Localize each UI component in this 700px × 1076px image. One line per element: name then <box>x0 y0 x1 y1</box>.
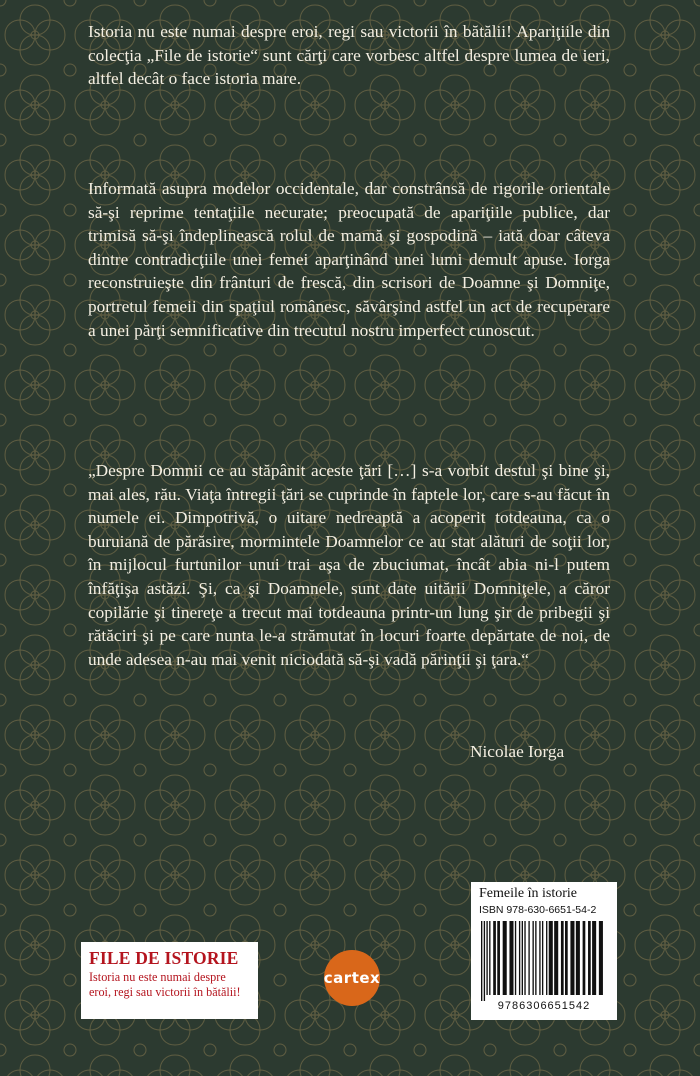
barcode-bar <box>497 921 500 995</box>
series-label-box <box>81 942 258 1019</box>
barcode-bar <box>528 921 529 995</box>
intro-paragraph: Istoria nu este numai despre eroi, regi sau victorii în bătălii! Apariţiile din colecţia „File de istorie“ sunt cărţi care vorbesc altfel despre lumea de ieri, altfel decât o face istoria mare. <box>88 22 610 89</box>
barcode-box <box>471 882 617 1020</box>
barcode-guard-bar <box>481 921 482 1001</box>
quote-paragraph: „Despre Domnii ce au stăpânit aceste ţări […] s-a vorbit destul şi bine şi, mai ales, rău. Viaţa întregii ţări se cuprinde în faptele lor, care s-au făcut în numele ei. Dimpotrivă, o uitare nedreaptă a acoperit totdeauna, ca o buruiană de părăsire, mormintele Doamnelor ce au stat alături de soţii lor, în mijlocul furtunilor unui trai aşa de zbuciumat, încât abia ni-l putem înfăţişa astăzi. Şi, ca şi Doamnele, sunt date uitării Domniţele, a căror copilărie şi tinereţe a trecut mai totdeauna printr-un lung şir de pribegii şi rătăciri şi pe care nunta le-a strămutat în locuri foarte depărtate de noi, de unde adesea n-au mai venit niciodată să-şi vadă părinţii şi ţara.“ <box>88 461 610 669</box>
barcode-bar <box>592 921 596 995</box>
barcode-bar <box>503 921 507 995</box>
barcode-bar <box>599 921 603 995</box>
series-subtitle: Istoria nu este numai despre eroi, regi sau victorii în bătălii! <box>89 970 241 999</box>
barcode-bar <box>549 921 553 995</box>
barcode-guard-bar <box>484 921 485 1001</box>
barcode-bar <box>515 921 516 995</box>
barcode-digits: 9786306651542 <box>497 1000 591 1012</box>
barcode-bar <box>570 921 574 995</box>
barcode-bar <box>583 921 586 995</box>
barcode-bar <box>561 921 564 995</box>
barcode-bar <box>522 921 523 995</box>
barcode-bar <box>486 921 487 995</box>
barcode-bar <box>565 921 568 995</box>
publisher-logo-text: cartex <box>323 969 381 987</box>
barcode-bar <box>539 921 540 995</box>
quote-author: Nicolae Iorga <box>470 742 565 761</box>
barcode-book-title: Femeile în istorie <box>479 886 577 901</box>
publisher-logo <box>324 950 380 1006</box>
barcode-bar <box>489 921 490 995</box>
barcode-bar <box>532 921 533 995</box>
barcode-bar <box>542 921 543 995</box>
barcode-bar <box>554 921 558 995</box>
description-paragraph: Informată asupra modelor occidentale, dar constrânsă de rigorile orientale să-şi reprime tentaţiile necurate; preocupată de apariţiile publice, dar trimisă să-şi îndeplinească rolul de mamă şi gospodină – iată doar câteva dintre contradicţiile unei femei aparţinând unei lumi demult apuse. Iorga reconstruieşte din frânturi de frescă, din scrisori de Doamne şi Domniţe, portretul femeii din spaţiul românesc, săvârşind astfel un act de recuperare a unei părţi semnificative din trecutul nostru imperfect cunoscut. <box>88 179 610 340</box>
barcode-bar <box>493 921 496 995</box>
barcode-bar <box>519 921 520 995</box>
isbn-text: ISBN 978-630-6651-54-2 <box>479 904 597 916</box>
barcode-bar <box>535 921 536 995</box>
barcode-bar <box>509 921 513 995</box>
barcode-bar <box>588 921 591 995</box>
barcode-bar <box>524 921 525 995</box>
barcode-bar <box>576 921 580 995</box>
series-title: FILE DE ISTORIE <box>89 948 239 968</box>
barcode-bars <box>479 921 609 1001</box>
barcode-bar <box>546 921 547 995</box>
